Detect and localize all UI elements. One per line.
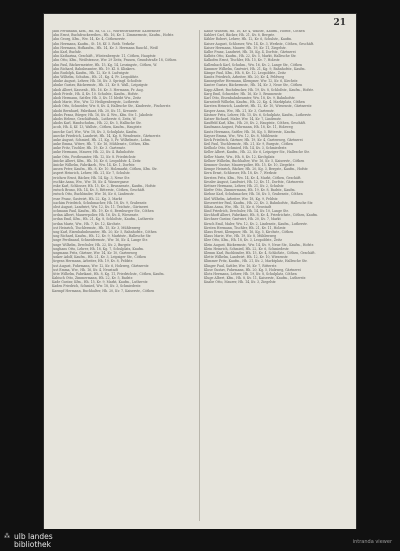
directory-entry: Kalbitz Otto, Kaufm., Hh. 22, Kv. 5, Markt, Hallesche Str.	[204, 54, 297, 59]
directory-entry: Just August, Fuhrmann, Ww. 12, Kv. 6, Holzweg, Gärtnerstr.	[52, 263, 150, 268]
directory-entry: Kempe Heinrich, Bäcker, Hh. 20, Kg. 3, Bergstr., Kaufm., Hofstr.	[204, 167, 309, 172]
directory-entry: Junge Ferdinand, Schneidermstr., Ww. 16, Kv. 4, Lange Str.	[52, 238, 148, 243]
directory-entry: Kiel Wilhelm, Arbeiter, Ww. 18, Kg. 9, Feldstr.	[204, 196, 279, 201]
directory-entry: Just Emma, Ww., Hh. 16, Kv. 4, Neustadt	[52, 267, 118, 272]
directory-entry: Kalbe Franz, Landwirt, Hh. 18, Kg. 4, Dorfstr., Gärtnerei	[204, 49, 296, 54]
directory-entry: Keck Friedrich, Gärtner, Hh. 19, Kv. 4, Gartenweg, Gärtnerei	[204, 137, 303, 142]
directory-entry: Kessler August, Landwirt, Hh. 12, Kv. 11, Dorfstr., Gärtnerstr.	[204, 179, 304, 184]
directory-entry: Karg Emil, Schneider, Hh. 16, Kv. 5, Brunnenstr.	[204, 91, 283, 96]
directory-entry: Klaus Ernst, Klempner, Hh. 16, Kg. 5, Kirchstr., Cöthen	[204, 230, 294, 234]
left-column	[52, 30, 194, 521]
directory-entry: Kähler Robert, Lehrer, Hh. 12, Kv. 6, Schulstr., Kaufm.	[204, 37, 293, 42]
page-number: 21	[333, 18, 346, 28]
directory-entry: Kammer Wilhelm, Gastwirt, Hh. 21, Kg. 9, Bahnhofstr., Kaufm.	[204, 66, 306, 71]
column-divider	[199, 30, 200, 521]
directory-entry: Jaspert Heinrich, Lehrer, Hh. 21, Kv. 7, Schulstr.	[52, 171, 131, 176]
directory-entry: Jakobs Karl, Handschuhm., Hh. 22, Kv. 5, Hallische Str.	[52, 121, 142, 126]
directory-entry: Kaden Friedrich, Schmied, Ww. 18, Kv. 3, Schmiedestr.	[52, 284, 141, 289]
directory-entry: Kirchner Gustav, Gastwirt, Hh. 20, Kv. 7, Markt	[204, 217, 281, 222]
directory-entry: Junghans Otto, Lehrer, Hh. 18, Kg. 7, Schulplatz, Kaufm.	[52, 246, 144, 251]
directory-entry: Kilian Anna, Ww., Hh. 15, Kv. 6, Neustadt	[204, 204, 272, 209]
directory-entry: Jung Karl, Eisenbahnbeamter, Hh. 20, Kv. 5, Bahnhofstr., Cöthen	[52, 230, 157, 234]
directory-entry: Jänicke Albert, Kfm., Hh. 16, Kv. 6, Leopoldstr. 4, Zeitz	[52, 158, 141, 163]
directory-entry: Kiefer Otto, Zimmermann, Hh. 19, Kv. 8, Badstr., Kaufm.	[204, 188, 296, 193]
directory-entry: Jakob Marie, Ww., Ww. 12 Heiligenbergstr., Lutherstr.	[52, 100, 140, 105]
directory-entry: Jahn Ernst, Buchdruckereibes., Hh. 16, Kv. 1. Zimmermstr., Kaufm., Hofstr.	[52, 33, 174, 38]
directory-entry: Keilholz Otto, Schmied, Hh. 14, Kv. 3, Schmiedestr.	[204, 146, 287, 151]
directory-entry: Kanter Gustav, Bäckermstr., Hh. 14, Kv. 3, Neue Str., Cöthen	[204, 83, 303, 88]
directory-entry: Jordan Albert, Maurerpolier, Hh. 16, Kv. 4, Wiesenstr.	[52, 213, 139, 218]
directory-entry: Jänicke Wilhelm, Fabrikarb., Ww. 14, Kv. 1, Dorfstr.	[52, 163, 135, 167]
directory-entry: Kabisch Otto, Zimmermann, Hh. 22, Kv. 5, Badstr.	[52, 276, 133, 281]
directory-entry: Jungmann Fritz, Gärtner, Ww. 14, Kv. 10, Gartenweg	[52, 250, 138, 255]
directory-entry: Kettner Hermann, Lehrer, Hh. 21, Kv. 2, Schulstr.	[204, 183, 285, 188]
directory-entry: Kellner Wilhelm, Buchhalter, Ww. 16, Kv. 5, Kaiserstr., Cöthen	[204, 158, 305, 163]
directory-entry: Jordan Emil, Kfm., Hh. 21, Kg. 8, Schloßstr., Kaufm., Lutherstr.	[52, 217, 155, 222]
directory-entry: Kahlert Carl, Bäcker, Hh. 21, Kv. 8, Bergstr.	[204, 33, 275, 38]
directory-entry: Jürgens Hermann, Arbeiter, Hh. 19, Kv. 8, Feldstr.	[52, 259, 133, 264]
directory-entry: Jochmann Paul, Kaufm., Hh. 19, Kv. 6, Bernburger Str., Cöthen	[52, 209, 154, 214]
directory-entry: Junge Wilhelm, Drechsler, Hh. 22, Kv. 2, Burgstr.	[52, 242, 132, 247]
directory-entry: Kanitz Friedrich, Arbeiter, Hh. 20, Kv. 4, Feldweg	[204, 75, 285, 80]
logo-mark-icon: ⁂	[4, 533, 10, 540]
logo-text-line1: ulb landes	[14, 532, 53, 541]
directory-entry: Jansen Peter, Kaufm., Hh. 8, Kv. 10. Holzmarkt, Cöthen, Kfm. Str.	[52, 167, 158, 172]
directory-entry: Kämpe Paul, Kfm., Hh. 8, Kv. 12, Leopoldstr., Zeitz	[204, 70, 286, 75]
directory-entry: Kästner Fritz, Lehrer, Hh. 15, Kv. 6, Schulplatz, Kaufm., Lutherstr.	[204, 112, 312, 117]
directory-entry: Karl Otto, Eisenbahnbeamter, Ww. 18, Kv. 9, Bahnhofstr.	[204, 96, 296, 100]
directory-entry: Jahn Wilhelm, Schuhm., Hh. 21, Kg. 4, Fr. Leopoldstr.	[52, 75, 139, 80]
directory-entry: Kern Ernst, Schlosser, Hh. 18, Kv. 7, Werkstr.	[204, 171, 278, 176]
directory-entry: Janke Emma, Witwe, Hh. 7, Kv. 16, Mühlenstr., Cöthen, Kfm.	[52, 142, 151, 147]
directory-entry: Klose Gustav, Fuhrmann, Hh. 20, Kg. 5, Holzweg, Gärtnerei	[204, 267, 301, 272]
directory-entry: Kiehne Karl, Schuhmacher, Hh. 16, Kv. 5, Grabenstr., Cöthen	[204, 192, 303, 197]
directory-entry: Jentsch Otto, Buchbinder, Ww. 16, Kv. 6, Lindenstr.	[52, 192, 135, 197]
directory-entry: Kaiser August, Schlosser, Ww. 14, Kv. 3, Werkstr., Cöthen, Geschäft.	[204, 41, 315, 46]
directory-entry: Kasper Anna, Ww., Hh. 21, Kv. 3, Gartenstr.	[204, 108, 275, 113]
directory-entry: Jakob Hermann, Sattler, Hh. 3, Kv. 11 bleibt Ww., Zeitz	[52, 96, 141, 100]
directory-entry: Kalkofen Ernst, Tischler, Hh. 15, Kv. 7, Holzstr.	[204, 58, 281, 63]
directory-entry: Janecke Friedrich, Landwirt, Hh. 14, Kg. 8, Wendenstr., Gärtnerstr.	[52, 133, 161, 138]
directory-entry: Junker Adolf, Kaufm., Hh. 21, Kv. 3, Leipziger Str., Cöthen	[52, 255, 147, 260]
directory-entry: Klotz Hermann, Lehrer, Hh. 19, Kv. 8, Schulplatz, Cöthen	[204, 271, 297, 276]
directory-entry: Jakob Friedr., Hh. 4, Kv. 10. Schulstr., Kaufm., Hofstr.	[52, 91, 139, 96]
directory-entry: Keil Paul, Tischlermstr., Hh. 21, Kv. 9, Burgstr., Cöthen	[204, 142, 293, 147]
directory-entry: Klee Otto, Kfm., Hh. 18, Kv. 3, Leopoldstr., Zeitz	[204, 238, 282, 243]
directory-entry: Jahnke Gustav, Bäckermstr., Hh. 21, Kv. 8. Wall., Leipzigstr.	[52, 83, 149, 88]
directory-entry: Janecke Carl, Ww., Ww. 18, Kv. 3, Schulplatz, Kaufm.	[52, 129, 138, 134]
directory-entry: Kayser Emma, Ww., Ww. 12, Kv. 8, Mühlenstr.	[204, 133, 279, 138]
directory-entry: Kannegießer Hermann, Klempner, Ww. 12, Kv. 6, Kirchstr.	[204, 79, 298, 84]
directory-entry: Jahn Rudolph, Kaufm., Hh. 12, Kv. 8. Ludwigstr.	[52, 70, 130, 75]
directory-entry: Karsten Heinrich, Landwirt, Hh. 12, Kv. 10, Wiesenstr., Gärtnerstr.	[204, 104, 313, 109]
directory-entry: Janke Hermann, Maurer, Hh. 22, Kv. 4. Bahnhofstr.	[52, 150, 135, 155]
directory-entry: Jahn Hermann, Hofkaufm., Hh. 14, Kv. 3. Hermann Rauchl., Weiß	[52, 45, 158, 50]
directory-entry: Jahn Paul, Bäckermeister, Hh. 15, Kg. 14, Lessingstr., Cöthen, W.	[52, 62, 157, 67]
directory-entry: Jeschke Anna, Ww., Ww. 18, Kv. 4. Wassergasse	[52, 179, 129, 184]
directory-entry: Klaus Marie, Ww., Hh. 19, Kv. 8, Mühlenweg	[204, 234, 277, 239]
directory-entry: Keller Albert, Kaufm., Hh. 22, Kv. 6, Leipziger Str., Hallesche Str.	[204, 150, 310, 155]
directory-entry: Jütte Wilhelm, Fabrikant, Hh. 8, Kg. 11, Friedrichstr., Cöthen, Kaufm.	[52, 271, 165, 276]
directory-entry: Katzer Richard, Maler, Ww. 14, Kv. 7, Lindenstr.	[204, 116, 282, 121]
directory-entry: Jakobi Bernhard, Fabrikant, Hh. 20, Kv. 11, Kreuzstr.	[52, 108, 138, 113]
directory-entry: Jahnke August, Lehrer, Hh. 16, Kv. 3. Springf. Schoßstr.	[52, 79, 143, 84]
directory-entry: Karnstedt Wilhelm, Kaufm., Hh. 22, Kg. 4, Marktplatz, Cöthen	[204, 100, 305, 105]
right-column	[204, 30, 346, 521]
directory-entry: Jobst August, Landwirt, Ww. 12, Kv. 11. Teichstr., Gärtnerei	[52, 204, 149, 209]
directory-entry: Kirchhoff Albert, Fabrikant, Hh. 8, Kv. 4, Friedrichstr., Cöthen, Kaufm.	[204, 213, 318, 218]
directory-entry: Jahn Otto, Kfm., Weißstrasse, Ww. 29 Zeitz, Frauen, Grundstraße 18, Cöthen	[52, 58, 177, 63]
directory-entry: Janke Otto, Postbeamter, Hh. 12, Kv. 8. Friedrichstr.	[52, 154, 137, 159]
directory-entry: Klimmer Fritz, Kaufm., Hh. 21, Kv. 2, Marktplatz, Hallesche Str.	[204, 259, 308, 264]
directory-entry: Kahle Wilhelm, Hh. 16, Kv. 4, Wallstr., Kaufm., Hofstr., Cöthen	[204, 30, 305, 33]
directory-entry: Jahn Georg, Kfm., Ww. 14, Kv. 4, Cöthenerstr.	[52, 37, 126, 42]
directory-entry: Kautz Hermann, Sattler, Hh. 16, Kg. 5, Ritterstr., Kaufm.	[204, 129, 296, 134]
document-page	[44, 14, 356, 529]
directory-entry: Kallenbach Karl, Schuhm., Ww. 16, Kv. 2, Lange Str., Cöthen	[204, 62, 303, 67]
directory-entry: Janke Fritz, Tischler, Hh. 19, Kv. 3. Gartenstr.	[52, 146, 126, 151]
directory-entry: Jordan Marie, Ww., Hh. 7, Kv. 12, Kirchstr.	[52, 221, 121, 226]
directory-entry: Janke August, Schmied, Hh. 21, Kg. 5, Fr. Wilhelmstr., Lohm.	[52, 137, 151, 142]
directory-entry: Kemmer Gustav, Maurerpolier, Hh. 15, Kv. 10, Ziegelstr.	[204, 163, 295, 167]
directory-entry: Jakob Otto, Schneider, Ww. 8, Kv. 4, Hallesche Str., Kinderstr., Fischerstr.	[52, 104, 171, 109]
directory-entry: Kauffeld Karl, Kfm., Hh. 20, Kv. 2, Hauptstr., Cöthen, Geschäft.	[204, 121, 306, 126]
directory-entry: Jesse Franz, Gastwirt, Hh. 22, Kg. 3, Markt	[52, 196, 123, 201]
directory-entry: Kade Gustav, Kfm., Hh. 15, Kv. 9, Markt, Kaufm., Lutherstr.	[52, 280, 149, 285]
directory-entry: Jeske Karl, Schlosser, Hh. 15, Kv. 2, Brunnenstr., Kaufm., Hofstr.	[52, 183, 157, 188]
directory-entry: Klette Wilhelm, Landwirt, Hh. 12, Kv. 10, Wiesenstr.	[204, 255, 289, 260]
directory-entry: Jakob Albert, Kassenb., Hh. 16. Kv. 3. Hermann, Fr. Aug.	[52, 87, 144, 92]
directory-entry: Klinger Paul, Sattler, Ww. 16, Kv. 7, Ritterstr.	[204, 263, 277, 268]
directory-entry: Kind Friedrich, Drechsler, Hh. 14, Kv. 10, Lange Str.	[204, 209, 289, 214]
directory-entry: Klemm Karl, Buchbinder, Hh. 15, Kv. 4, Schloßstr., Cöthen, Geschäft.	[204, 250, 316, 255]
directory-entry: Klein August, Bäckermstr., Ww. 14, Kv. 9, Neue Str., Kaufm., Hofstr.	[204, 242, 314, 247]
directory-entry: Kaiser Hermann, Maurer, Hh. 19, Kv. 11, Ziegelstr.	[204, 45, 287, 50]
directory-entry: Jentsch Bruno, Hh. 14, Kv. 5, Ritterstr., Cöthen, Geschäft.	[52, 188, 146, 193]
directory-entry: Jahn Hermann, Kaufm., St. 18, Kf. 5. Rotb. Verkehr	[52, 41, 135, 46]
directory-entry: Jahn Richard, Bahnbeamter, Hh. 19. Kl. 8. Klinkers.	[52, 66, 136, 71]
directory-entry: Jahn Ferdinand, Kfm., Hh. 8a, Gl. 11, Wurzelsträflerstr. Kaltwasser	[52, 30, 161, 33]
directory-entry: Joachim Friedrich, Schuhmacher, Hh. 18, Kv. 9, Grabenstr.	[52, 200, 147, 205]
directory-entry: Kaufmann August, Fuhrmann, Hh. 18, Kv. 11, Holzweg	[204, 125, 293, 130]
directory-entry: Kapp Albert, Buchdrucker, Hh. 19, Kv. 8, Schloßstr., Kaufm., Hofstr.	[204, 87, 314, 92]
directory-entry: Jacob, Hh. 4, Kf. 13, Wallstr., Cöthen, Kaufm., Hauptstr.	[52, 125, 142, 130]
directory-entry: Kirsten Hermann, Tischler, Hh. 21, Kv. 11, Holzstr.	[204, 225, 287, 230]
directory-entry: Kaempf Hermann, Buchhalter, Hh. 20, Kv. 7, Kaiserstr., Cöthen	[52, 288, 155, 293]
directory-entry: Jung Richard, Kaufm., Hh. 12, Kv. 9, Marktstr., Hallesche Str.	[52, 234, 152, 239]
directory-entry: Kersten Fritz, Kfm., Ww. 14, Kv. 4, Markt, Cöthen, Geschäft.	[204, 175, 302, 180]
directory-entry: Jost Heinrich, Tischlermstr., Hh. 15, Kv. 3, Mühlenweg	[52, 225, 141, 230]
logo-text-line2: bibliothek	[14, 540, 52, 549]
directory-entry: Kirsch Emil, Maler, Ww. 12, Kv. 2, Lindenstr., Kaufm., Lutherstr.	[204, 221, 308, 226]
directory-entry: Knabe Otto, Maurer, Hh. 14, Kv. 3, Ziegelstr.	[204, 280, 277, 285]
directory-entry: Kluge Albert, Kfm., Hh. 8, Kv. 11, Kaiserstr., Kaufm., Lutherstr.	[204, 276, 306, 281]
directory-entry: Jahn Karl, Buchdr.	[52, 49, 82, 54]
directory-entry: Kiesewetter Paul, Kaufm., Hh. 22, Kv. 3, Bahnhofstr., Hallesche Str.	[204, 200, 314, 205]
directory-entry: Klein Heinrich, Schmied, Hh. 22, Kv. 6, Schmiedestr.	[204, 246, 290, 251]
viewer-footer	[0, 529, 400, 551]
directory-entry: Jerichow Ernst, Bäcker, Hh. 14, Kg. 3, Neue Str.	[52, 175, 130, 180]
directory-entry: Jakobs Franz, Bürger, Hh. 16, Kv. 4. Ww., Kfm. Str. 1. Jakobstr.	[52, 112, 154, 117]
library-logo[interactable]	[4, 533, 53, 549]
directory-entry: Jakobs Helene, Geschäftsinh., Lutherstr. 6, Zeitz, W.	[52, 116, 137, 121]
viewer-label[interactable]: intranda viewer	[352, 539, 392, 545]
directory-entry: Jahn Katharina, Geschäft., Wüstenbergstr. 11, Cöthen, Hauptstr.	[52, 54, 157, 59]
directory-entry: Keller Marie, Ww., Hh. 8, Kv. 12, Kirchplatz	[204, 154, 275, 159]
